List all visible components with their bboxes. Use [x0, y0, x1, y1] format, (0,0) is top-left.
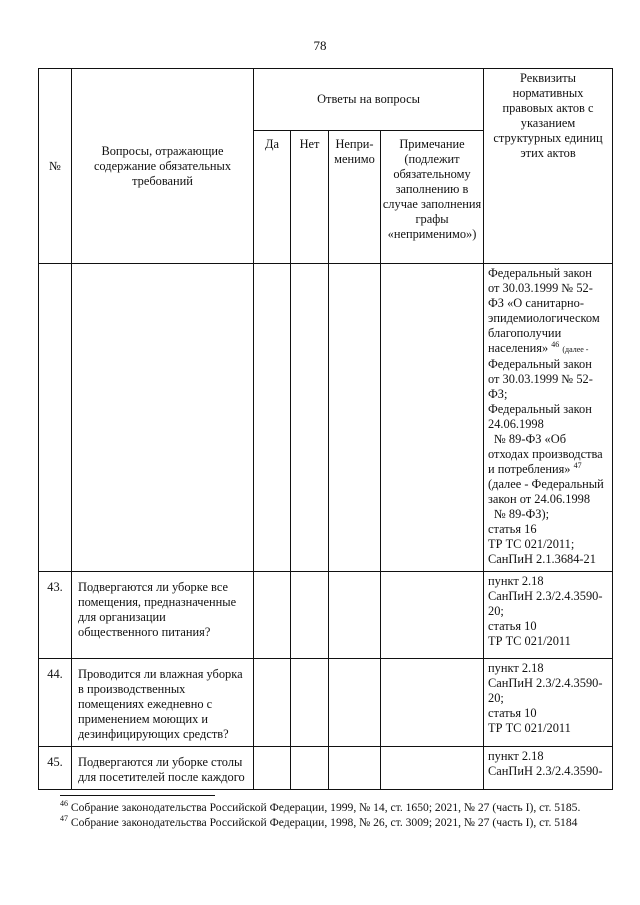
header-na: Непри-менимо — [329, 131, 381, 264]
table-row — [39, 572, 613, 659]
cell-note[interactable] — [381, 572, 484, 659]
cell-na[interactable] — [329, 264, 381, 572]
footnote-ref-47: 47 — [573, 460, 582, 470]
cell-question — [72, 264, 254, 572]
checklist-table — [38, 68, 613, 790]
header-requisites: Реквизиты нормативных правовых актов с указанием структурных единиц этих актов — [484, 69, 613, 264]
footnote-47: $^{47}$ Собрание законодательства Российской Федерации, 1998, № 26, ст. 3009; 2021, № 27 (часть I), ст. 5184 — [60, 814, 578, 829]
header-note: Примечание (подлежит обязательному заполнению в случае заполнения графы «неприменимо») — [381, 131, 484, 264]
cell-no[interactable] — [291, 572, 329, 659]
header-questions: Вопросы, отражающие содержание обязательных требований — [72, 69, 254, 264]
row-requisites: пункт 2.18 СанПиН 2.3/2.4.3590- — [484, 747, 613, 790]
row-question: Подвергаются ли уборке столы для посетителей после каждого — [72, 747, 254, 790]
cell-no[interactable] — [291, 264, 329, 572]
row-requisites: пункт 2.18 СанПиН 2.3/2.4.3590- 20; статья 10 ТР ТС 021/2011 — [484, 659, 613, 747]
cell-yes[interactable] — [254, 264, 291, 572]
cell-na[interactable] — [329, 572, 381, 659]
cell-no[interactable] — [291, 659, 329, 747]
page-number: 78 — [313, 38, 327, 53]
cell-yes[interactable] — [254, 572, 291, 659]
footnote-ref-46: 46 — [551, 339, 560, 349]
footnote-divider — [60, 795, 215, 796]
header-yes: Да — [254, 131, 291, 264]
cell-num — [39, 264, 72, 572]
cell-yes[interactable] — [254, 659, 291, 747]
row-number: 44. — [39, 659, 72, 747]
cell-na[interactable] — [329, 659, 381, 747]
table-row — [39, 659, 613, 747]
cell-no[interactable] — [291, 747, 329, 790]
row-requisites: пункт 2.18 СанПиН 2.3/2.4.3590- 20; статья 10 ТР ТС 021/2011 — [484, 572, 613, 659]
row-question: Проводится ли влажная уборка в производственных помещениях ежедневно с применением моющих и дезинфицирующих средств? — [72, 659, 254, 747]
footnote-46: $^{46}$ Собрание законодательства Российской Федерации, 1999, № 14, ст. 1650; 2021, № 27 (часть I), ст. 5185. — [60, 799, 581, 814]
cell-note[interactable] — [381, 659, 484, 747]
header-no: Нет — [291, 131, 329, 264]
cell-requisites: Федеральный закон от 30.03.1999 № 52- ФЗ «О санитарно- эпидемиологическом благополучии населения» $^{46}$ (далее - Федеральный закон от 30.03.1999 № 52- ФЗ; Федеральный закон 24.06.1998 № 89-ФЗ «Об отходах производства и потребления» $^{47}$ (далее - Федеральный закон от 24.06.1998 № 89-ФЗ); статья 16 ТР ТС 021/2011; СанПиН 2.1.3684-21 — [484, 264, 613, 572]
header-answers: Ответы на вопросы — [254, 69, 484, 131]
cell-na[interactable] — [329, 747, 381, 790]
cell-note[interactable] — [381, 747, 484, 790]
table-row — [39, 747, 613, 790]
cell-note[interactable] — [381, 264, 484, 572]
header-num: № — [39, 69, 72, 264]
row-number: 45. — [39, 747, 72, 790]
footnotes — [60, 800, 620, 830]
table-row-continued — [39, 264, 613, 572]
cell-yes[interactable] — [254, 747, 291, 790]
row-question: Подвергаются ли уборке все помещения, предназначенные для организации общественного питания? — [72, 572, 254, 659]
header-row-top — [39, 69, 613, 131]
row-number: 43. — [39, 572, 72, 659]
